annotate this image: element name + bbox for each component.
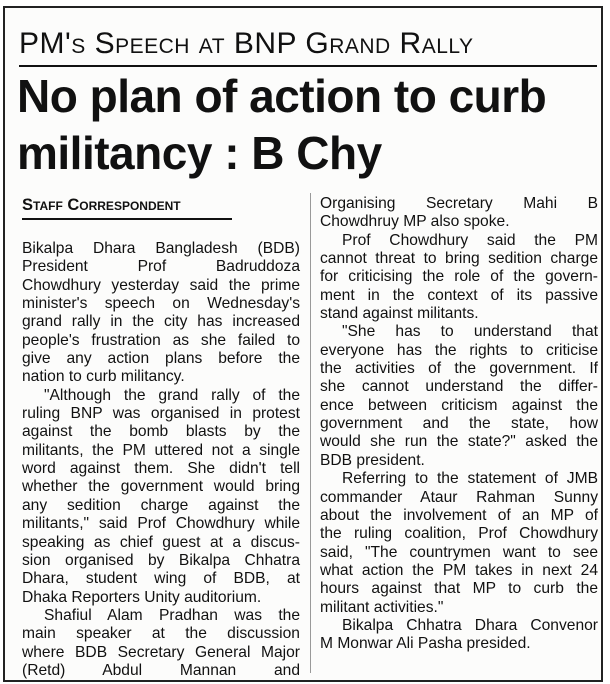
text-line: commander Ataur Rahman Sunny: [320, 488, 598, 506]
text-line: Dhaka Reporters Unity auditorium.: [22, 588, 262, 606]
kicker-rule: [19, 65, 597, 67]
text-line: grand rally in the city has increased: [22, 313, 300, 331]
text-line: militants, the PM uttered not a single: [22, 441, 300, 459]
headline-line-1: No plan of action to curb: [17, 70, 547, 122]
text-line: Referring to the statement of JMB: [342, 470, 598, 488]
text-line: President Prof Badruddoza: [22, 258, 300, 276]
text-line: give any action plans before the: [22, 350, 300, 368]
text-line: government and the state, how: [320, 415, 598, 433]
byline: Staff Correspondent: [22, 196, 181, 214]
text-line: Shafiul Alam Pradhan was the: [44, 606, 300, 624]
text-line: people's frustration as she failed to: [22, 331, 300, 349]
text-line: where BDB Secretary General Major: [22, 643, 300, 661]
text-line: what action the PM takes in next 24: [320, 561, 598, 579]
text-line: speaking as chief guest at a discus-: [22, 533, 300, 551]
text-line: would she run the state?" asked the: [320, 433, 598, 451]
text-line: cannot threat to bring sedition charge: [320, 250, 598, 268]
column-divider: [310, 193, 311, 673]
text-line: against the bomb blasts by the: [22, 423, 300, 441]
text-line: about the involvement of an MP of: [320, 506, 598, 524]
text-line: Prof Chowdhury said the PM: [342, 231, 598, 249]
text-line: ruling BNP was organised in protest: [22, 405, 300, 423]
text-line: said, "The countrymen want to see: [320, 543, 598, 561]
text-line: any sedition charge against the: [22, 496, 300, 514]
text-line: Bikalpa Dhara Bangladesh (BDB): [22, 240, 300, 257]
left-column: [22, 195, 300, 680]
text-line: the activities of the government. If: [320, 360, 598, 378]
text-line: Bikalpa Chhatra Dhara Convenor: [342, 616, 598, 634]
text-line: sion organised by Bikalpa Chhatra: [22, 551, 300, 569]
text-line: nation to curb militancy.: [22, 368, 185, 386]
text-line: BDB president.: [320, 451, 425, 469]
text-line: main speaker at the discussion: [22, 625, 300, 643]
text-line: hours against that MP to curb the: [320, 580, 598, 598]
headline: [17, 68, 603, 182]
text-line: word against them. She didn't tell: [22, 460, 300, 478]
text-line: minister's speech on Wednesday's: [22, 295, 300, 313]
text-line: Dhara, student wing of BDB, at: [22, 570, 300, 588]
text-line: ence between criticism against the: [320, 396, 598, 414]
text-line: the ruling coalition, Prof Chowdhury: [320, 525, 598, 543]
text-line: Chowdhruy MP also spoke.: [320, 213, 510, 231]
text-line: stand against militants.: [320, 305, 479, 323]
right-column-body: [320, 195, 598, 654]
byline-rule: [22, 218, 232, 220]
text-line: "She has to understand that: [342, 323, 598, 341]
text-line: militants," said Prof Chowdhury while: [22, 515, 300, 533]
text-line: "Although the grand rally of the: [44, 386, 300, 404]
text-line: for criticising the role of the govern-: [320, 268, 598, 286]
kicker: PM's Speech at BNP Grand Rally: [19, 27, 474, 60]
text-line: Chowdhury yesterday said the prime: [22, 276, 300, 294]
text-line: ment in the context of its passive: [320, 286, 598, 304]
text-line: (Retd) Abdul Mannan and: [22, 661, 300, 679]
headline-line-2: militancy : B Chy: [17, 127, 382, 179]
text-line: whether the government would bring: [22, 478, 300, 496]
text-line: everyone has the rights to criticise: [320, 341, 598, 359]
text-line: Organising Secretary Mahi B: [320, 195, 598, 212]
right-column: [320, 195, 598, 654]
text-line: M Monwar Ali Pasha presided.: [320, 635, 531, 653]
text-line: she cannot understand the differ-: [320, 378, 598, 396]
left-column-body: [22, 240, 300, 680]
text-line: militant activities.": [320, 598, 444, 616]
newspaper-clipping: [3, 6, 603, 682]
